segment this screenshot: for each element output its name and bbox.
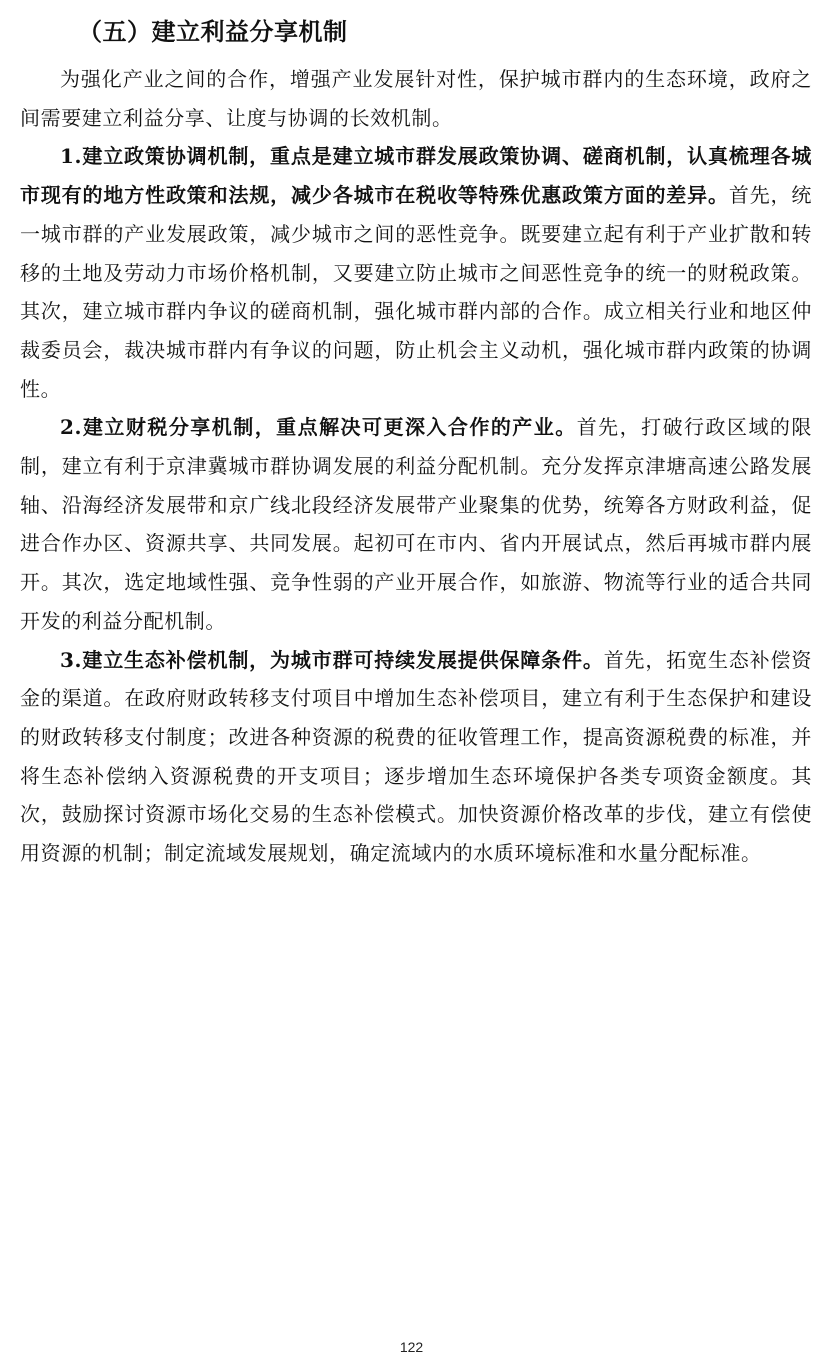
section-heading: （五）建立利益分享机制 <box>78 18 348 46</box>
item-body-2: 首先，打破行政区域的限制，建立有利于京津冀城市群协调发展的利益分配机制。充分发挥京津塘高速公路发展轴、沿海经济发展带和京广线北段经济发展带产业聚集的优势，统筹各方财政利益，促进合作办区、资源共享、共同发展。起初可在市内、省内开展试点，然后再城市群内展开。其次，选定地域性强、竞争性弱的产业开展合作，如旅游、物流等行业的适合共同开发的利益分配机制。 <box>20 415 812 633</box>
document-page <box>20 12 812 873</box>
item-body-3: 首先，拓宽生态补偿资金的渠道。在政府财政转移支付项目中增加生态补偿项目，建立有利于生态保护和建设的财政转移支付制度；改进各种资源的税费的征收管理工作，提高资源税费的标准，并将生态补偿纳入资源税费的开支项目；逐步增加生态环境保护各类专项资金额度。其次，鼓励探讨资源市场化交易的生态补偿模式。加快资源价格改革的步伐，建立有偿使用资源的机制；制定流域发展规划，确定流域内的水质环境标准和水量分配标准。 <box>20 647 812 866</box>
item-paragraph-1 <box>20 137 812 408</box>
intro-paragraph: 为强化产业之间的合作，增强产业发展针对性，保护城市群内的生态环境，政府之间需要建立利益分享、让度与协调的长效机制。 <box>20 67 812 130</box>
item-lead-2: 2.建立财税分享机制，重点解决可更深入合作的产业。 <box>60 415 577 440</box>
item-lead-1: 1.建立政策协调机制，重点是建立城市群发展政策协调、磋商机制，认真梳理各城市现有的地方性政策和法规，减少各城市在税收等特殊优惠政策方面的差异。 <box>20 144 812 208</box>
item-paragraph-2 <box>20 408 812 640</box>
item-body-1: 首先，统一城市群的产业发展政策，减少城市之间的恶性竞争。既要建立起有利于产业扩散和转移的土地及劳动力市场价格机制，又要建立防止城市之间恶性竞争的统一的财税政策。其次，建立城市群内争议的磋商机制，强化城市群内部的合作。成立相关行业和地区仲裁委员会，裁决城市群内有争议的问题，防止机会主义动机，强化城市群内政策的协调性。 <box>20 183 812 401</box>
page-number: 122 <box>399 1339 424 1355</box>
item-paragraph-3 <box>20 641 812 873</box>
item-lead-3: 3.建立生态补偿机制，为城市群可持续发展提供保障条件。 <box>60 647 604 672</box>
